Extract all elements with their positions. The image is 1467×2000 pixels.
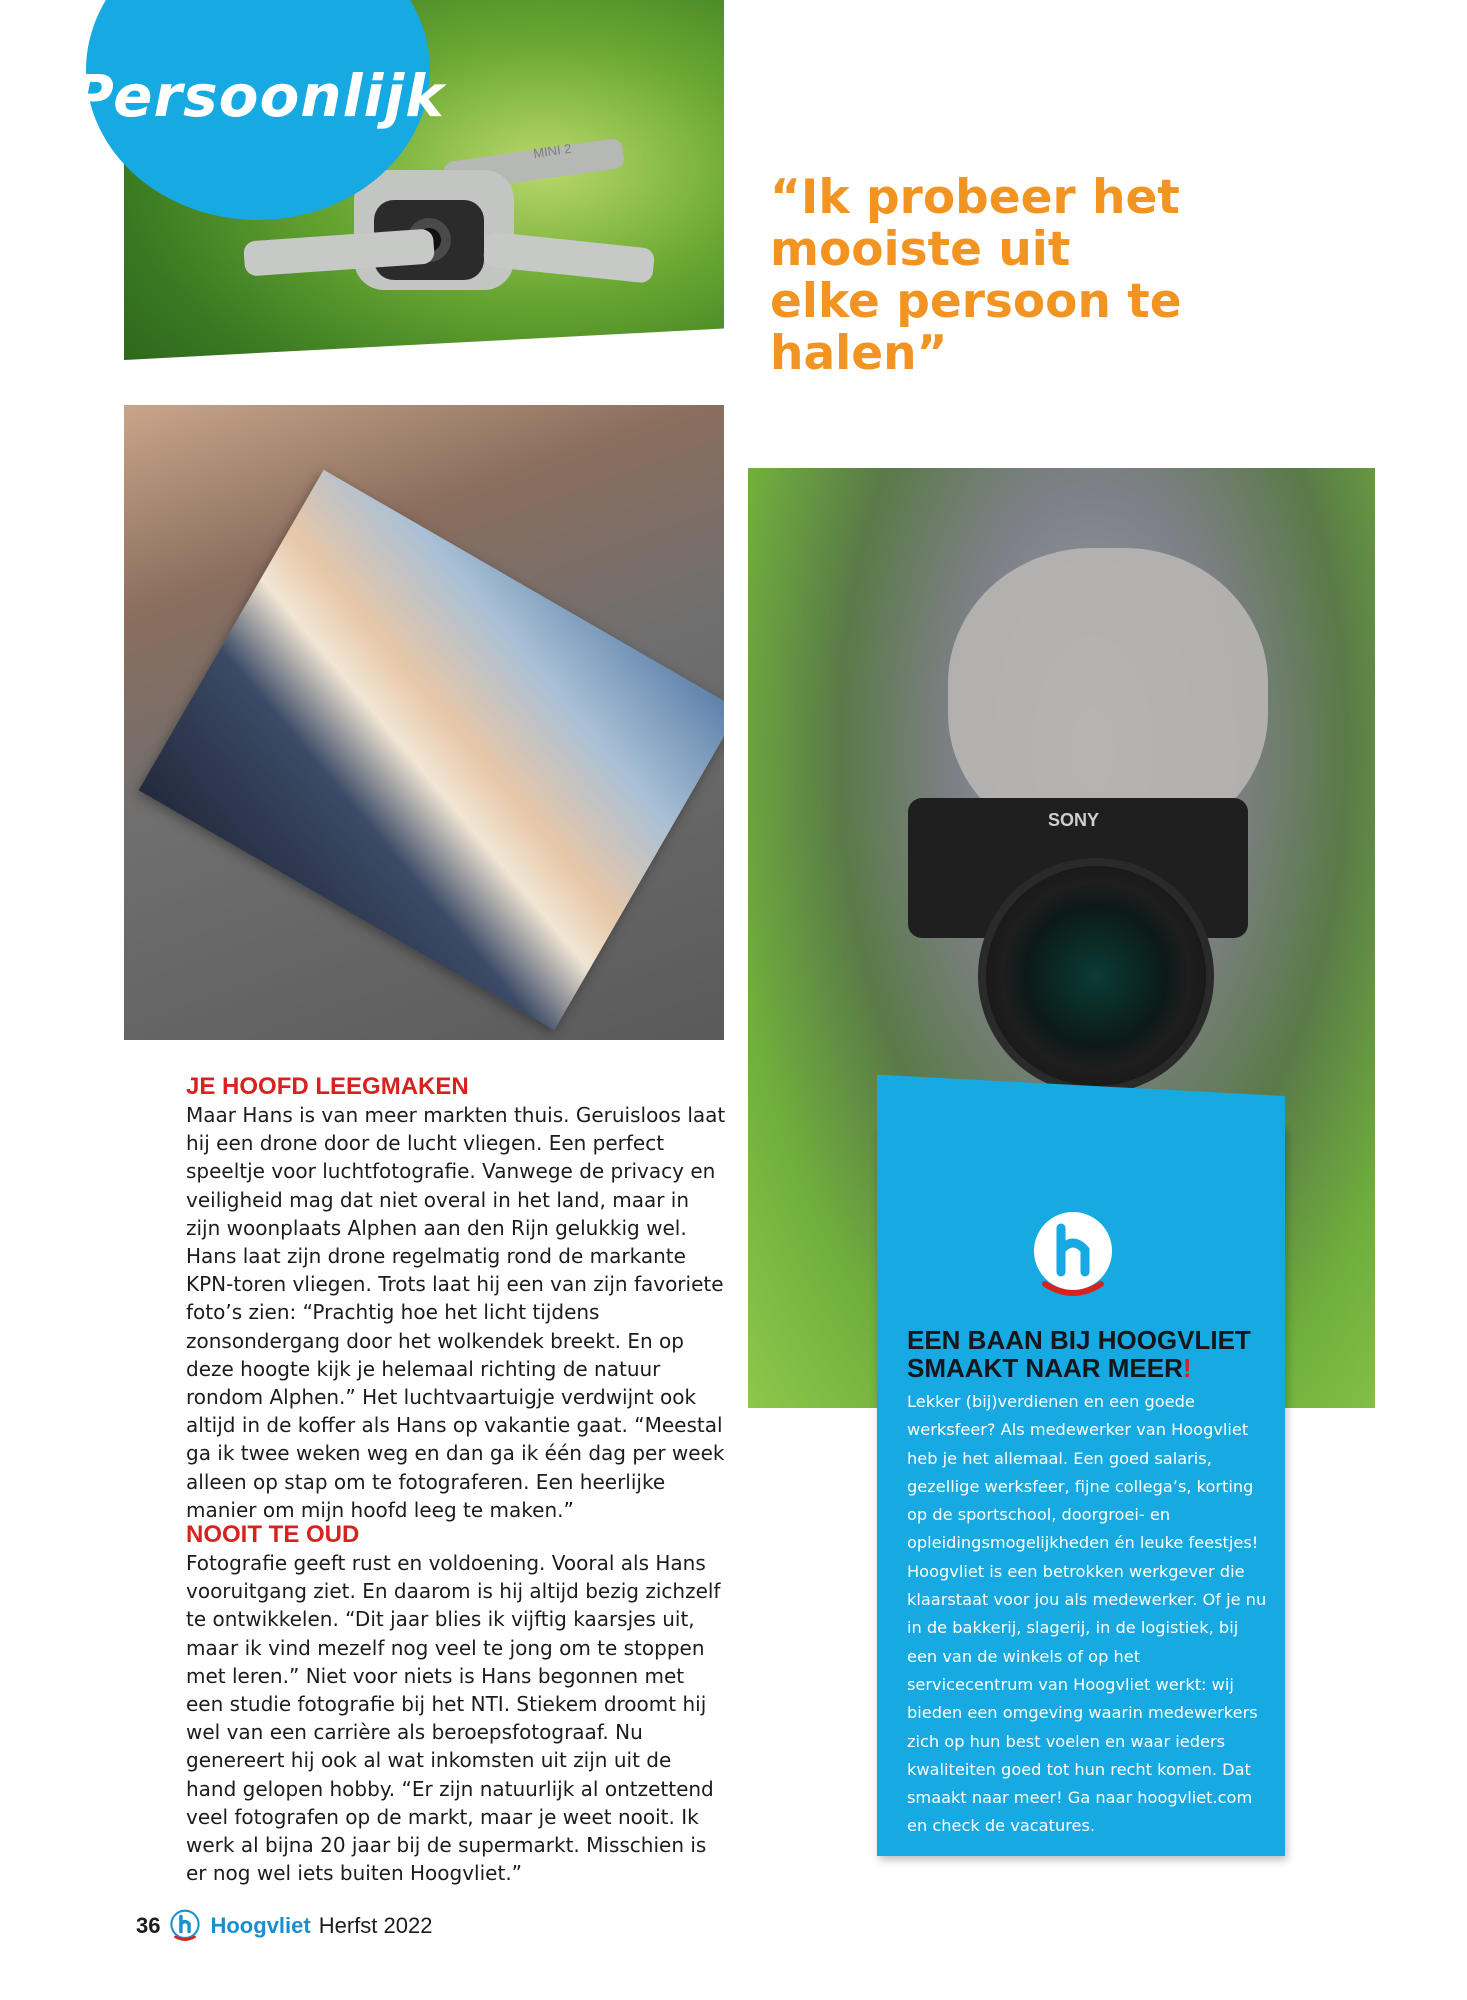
aerial-print bbox=[139, 470, 724, 1030]
article-section-2 bbox=[186, 1521, 726, 1887]
article-section-1 bbox=[186, 1073, 726, 1524]
hand-holding-print-photo bbox=[124, 405, 724, 1040]
camera-brand-label: SONY bbox=[1048, 810, 1100, 830]
job-promo-title: EEN BAAN BIJ HOOGVLIET SMAAKT NAAR MEER! bbox=[907, 1325, 1251, 1383]
footer-issue: Herfst 2022 bbox=[318, 1913, 433, 1938]
hoogvliet-logo-icon bbox=[1023, 1206, 1123, 1306]
pull-quote: “Ik probeer het mooiste uit elke persoon te halen” bbox=[770, 170, 1182, 381]
section-body: Fotografie geeft rust en voldoening. Vooral als Hans vooruitgang ziet. En daarom is hij altijd bezig zichzelf te ontwikkelen. “Dit jaar blies ik vijftig kaarsjes uit, maar ik vind mezelf nog veel te jong om te stoppen met leren.” Niet voor niets is Hans begonnen met een studie fotografie bij het NTI. Stiekem droomt hij wel van een carrière als beroepsfotograaf. Nu genereert hij ook al wat inkomsten uit zijn uit de hand gelopen hobby. “Er zijn natuurlijk al ontzettend veel fotografen op de markt, maar je weet nooit. Ik werk al bijna 20 jaar bij de supermarkt. Misschien is er nog wel iets buiten Hoogvliet.” bbox=[186, 1551, 721, 1886]
drone-model-label: MINI 2 bbox=[532, 140, 573, 161]
job-promo-text: Lekker (bij)verdienen en een goede werksfeer? Als medewerker van Hoogvliet heb je het allemaal. Een goed salaris, gezellige werksfeer, fijne collega’s, korting op de sportschool, doorgroei- en opleidingsmogelijkheden én leuke feestjes! Hoogvliet is een betrokken werkgever die klaarstaat voor jou als medewerker. Of je nu in de bakkerij, slagerij, in de logistiek, bij een van de winkels of op het servicecentrum van Hoogvliet werkt: wij bieden een omgeving waarin medewerkers zich op hun best voelen en waar ieders kwaliteiten goed tot hun recht komen. Dat smaakt naar meer! Ga naar hoogvliet.com en check de vacatures. bbox=[907, 1392, 1267, 1836]
badge-label: Persoonlijk bbox=[71, 62, 445, 130]
page-number: 36 bbox=[136, 1913, 161, 1938]
page-footer bbox=[136, 1906, 432, 1946]
camera-lens bbox=[978, 858, 1214, 1094]
job-promo-title-mark: ! bbox=[1182, 1353, 1192, 1383]
footer-brand: Hoogvliet bbox=[210, 1913, 311, 1938]
section-body: Maar Hans is van meer markten thuis. Geruisloos laat hij een drone door de lucht vliegen. Een perfect speeltje voor luchtfotografie. Vanwege de privacy en veiligheid mag dat niet overal in het land, maar in zijn woonplaats Alphen aan den Rijn gelukkig wel. Hans laat zijn drone regelmatig rond de markante KPN-toren vliegen. Trots laat hij een van zijn favoriete foto’s zien: “Prachtig hoe het licht tijdens zonsondergang door het wolkendek breekt. En op deze hoogte kijk je helemaal richting de natuur rondom Alphen.” Het luchtvaartuigje verdwijnt ook altijd in de koffer als Hans op vakantie gaat. “Meestal ga ik twee weken weg en dan ga ik één dag per week alleen op stap om te fotograferen. Een heerlijke manier om mijn hoofd leeg te maken.” bbox=[186, 1103, 726, 1522]
job-promo-box bbox=[877, 1126, 1285, 1856]
section-heading: JE HOOFD LEEGMAKEN bbox=[186, 1073, 469, 1100]
section-heading: NOOIT TE OUD bbox=[186, 1521, 360, 1548]
hoogvliet-footer-logo-icon bbox=[168, 1909, 202, 1943]
